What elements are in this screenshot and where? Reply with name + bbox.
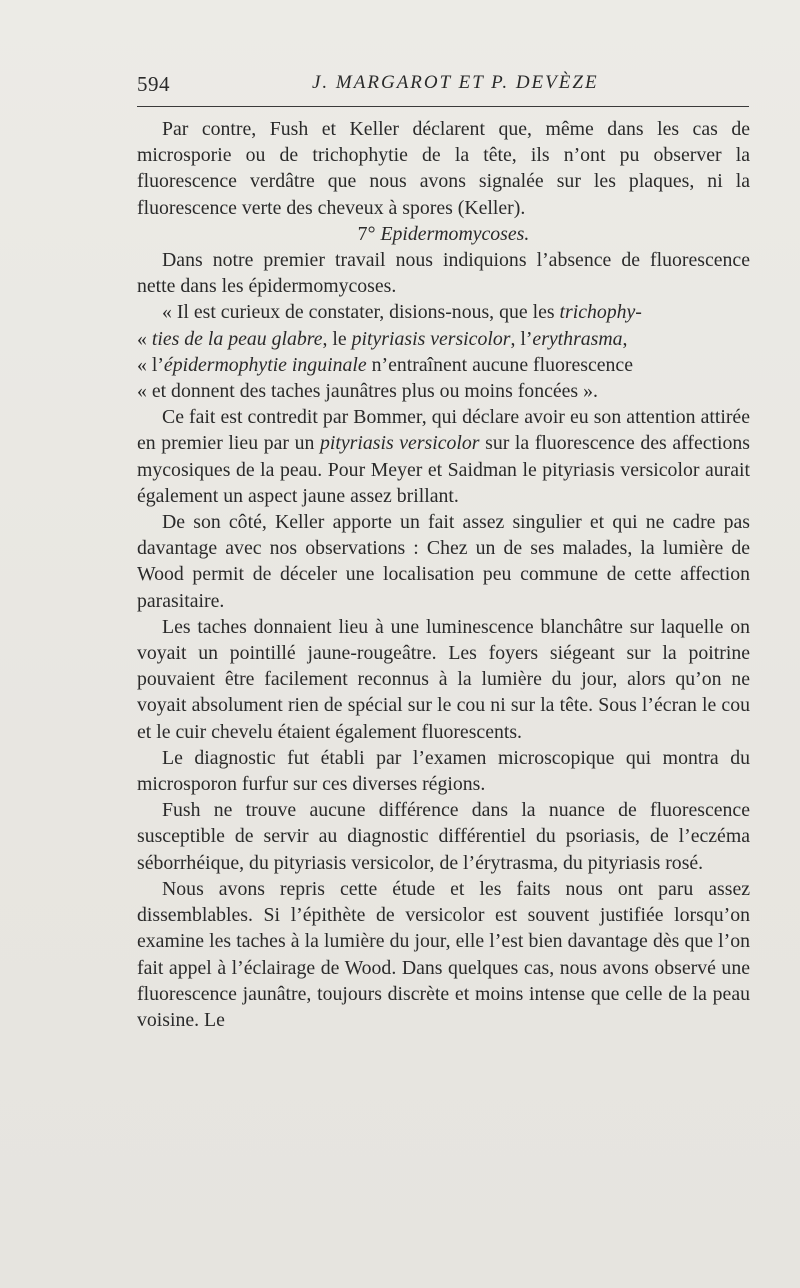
quote-text: « l’ (137, 353, 164, 376)
quote-line (137, 299, 750, 325)
quote-line: « et donnent des taches jaunâtres plus ou moins foncées ». (137, 380, 598, 403)
body-text (137, 116, 750, 1033)
quote-line (137, 326, 750, 352)
quote-italic: épidermophytie inguinale (163, 353, 367, 376)
page-number: 594 (137, 72, 170, 96)
quote-italic: erythrasma (532, 327, 623, 350)
running-head: J. MARGAROT ET P. DEVÈZE (312, 72, 599, 93)
quote-italic: trichophy- (559, 301, 642, 324)
quote-italic: ties de la peau glabre (151, 327, 323, 350)
header-rule (137, 106, 749, 107)
page-header (137, 70, 749, 104)
section-title: Epidermomycoses. (380, 222, 530, 245)
paragraph: Nous avons repris cette étude et les faits nous ont paru assez dissemblables. Si l’épithète de versicolor est souvent justifiée lorsqu’on examine les taches à la lumière du jour, elle l’est bien davantage dès que l’on fait appel à l’éclairage de Wood. Dans quelques cas, nous avons observé une fluorescence jaunâtre, toujours discrète et moins intense que celle de la peau voisine. Le (137, 877, 750, 1031)
quote-italic: pityriasis versicolor (351, 327, 511, 350)
quote-text: , (622, 327, 628, 350)
section-heading (137, 221, 750, 247)
paragraph: Fush ne trouve aucune différence dans la nuance de fluorescence susceptible de servir au diagnostic différentiel du psoriasis, de l’eczéma séborrhéique, du pityriasis versicolor, de l’érytrasma, du pityriasis rosé. (137, 799, 750, 874)
quote-text: , l’ (510, 327, 533, 350)
quote-text: , le (322, 327, 352, 350)
paragraph-text: sur la fluorescence des affections mycosiques de la peau. Pour Meyer et Saidman le pityriasis versicolor aurait également un aspect jaune assez brillant. (137, 432, 751, 507)
quote-text: n’entraînent aucune fluorescence (366, 353, 633, 376)
paragraph: Le diagnostic fut établi par l’examen microscopique qui montra du microsporon furfur sur ces diverses régions. (137, 746, 750, 796)
quote-text: « Il est curieux de constater, disions-nous, que les (162, 301, 560, 324)
paragraph: Les taches donnaient lieu à une luminescence blanchâtre sur laquelle on voyait un pointillé jaune-rougeâtre. Les foyers siégeant sur la poitrine pouvaient être facilement reconnus à la lumière du jour, alors qu’on ne voyait absolument rien de spécial sur le cou ni sur la tête. Sous l’écran le cou et le cuir chevelu étaient également fluorescents. (137, 615, 750, 743)
quote-text: « (137, 327, 152, 350)
quote-line (137, 352, 750, 378)
paragraph: Par contre, Fush et Keller déclarent que, même dans les cas de microsporie ou de trichophytie de la tête, ils n’ont pu observer la fluorescence verdâtre que nous avons signalée sur les plaques, ni la fluorescence verte des cheveux à spores (Keller). (137, 118, 750, 219)
paragraph: De son côté, Keller apporte un fait assez singulier et qui ne cadre pas davantage avec nos observations : Chez un de ses malades, la lumière de Wood permit de déceler une localisation peu commune de cette affection parasitaire. (137, 511, 750, 612)
paragraph (137, 404, 750, 509)
quotation (137, 299, 750, 404)
section-number: 7° (357, 222, 376, 245)
paragraph: Dans notre premier travail nous indiquions l’absence de fluorescence nette dans les épidermomycoses. (137, 249, 750, 298)
paragraph-text: Ce fait est contredit par Bommer, qui déclare avoir eu son attention attirée en premier lieu par un (137, 406, 750, 455)
paragraph-italic: pityriasis versicolor (320, 432, 480, 455)
